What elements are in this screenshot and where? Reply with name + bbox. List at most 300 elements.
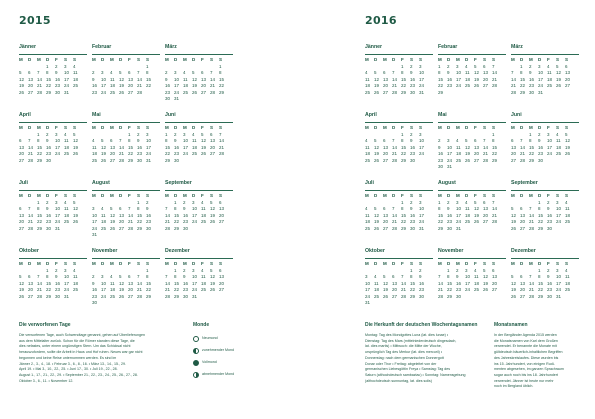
- day-cell: 4: [365, 70, 368, 75]
- day-cell: 31: [64, 89, 70, 95]
- day-cell: 11: [565, 274, 570, 279]
- day-cell: 19: [474, 76, 480, 82]
- year-heading-right: 2016: [365, 14, 397, 27]
- day-cell: 9: [410, 206, 413, 211]
- weekday-header: D: [174, 261, 178, 266]
- moon-legend-item: [193, 345, 263, 357]
- day-cell: 15: [401, 144, 407, 150]
- weekday-header: D: [520, 193, 524, 198]
- day-cell: [401, 300, 410, 307]
- weekday-header: S: [64, 261, 68, 266]
- day-cell: 18: [201, 280, 207, 286]
- day-cell: [565, 158, 574, 165]
- weekday-header: F: [201, 57, 204, 62]
- day-cell: 28: [511, 89, 517, 95]
- day-cell: 17: [92, 219, 98, 224]
- day-cell: 25: [201, 219, 207, 224]
- day-cell: 9: [165, 76, 168, 82]
- day-cell: 20: [119, 219, 125, 224]
- day-cell: 10: [556, 206, 562, 211]
- weekday-header: D: [174, 193, 178, 198]
- note-line: begonnen und keine Reise unternommen werden. Es sind im: [19, 355, 117, 360]
- day-cell: 18: [110, 83, 116, 88]
- day-cell: 9: [55, 70, 58, 75]
- day-cell: 2: [92, 274, 95, 279]
- weekday-header: D: [538, 193, 542, 198]
- day-cell: 4: [110, 70, 113, 75]
- day-grid: [365, 57, 433, 96]
- weekday-header: M: [110, 125, 114, 130]
- day-cell: 31: [174, 96, 180, 101]
- day-cell: 23: [547, 219, 553, 224]
- day-cell: 11: [183, 76, 188, 82]
- day-grid: [92, 57, 160, 96]
- note-lines: [19, 333, 179, 384]
- month-block: [511, 180, 579, 242]
- day-cell: 26: [374, 225, 380, 231]
- day-cell: [137, 300, 146, 307]
- day-cell: 18: [110, 287, 116, 292]
- day-cell: 6: [392, 274, 395, 279]
- weekday-header: M: [183, 57, 187, 62]
- day-cell: 29: [401, 157, 407, 163]
- day-grid: [511, 193, 579, 232]
- day-grid: [438, 193, 506, 232]
- day-cell: 27: [119, 225, 125, 231]
- day-cell: 23: [410, 83, 416, 88]
- day-cell: 13: [565, 70, 571, 75]
- day-cell: 13: [483, 206, 489, 211]
- day-cell: 20: [28, 83, 34, 88]
- day-cell: 26: [383, 293, 389, 299]
- day-cell: 28: [438, 293, 444, 299]
- day-cell: [101, 232, 110, 239]
- weekday-header: S: [137, 193, 141, 198]
- day-cell: 5: [474, 63, 477, 69]
- day-cell: 15: [165, 144, 171, 150]
- day-cell: 30: [146, 225, 152, 231]
- day-cell: 21: [37, 83, 43, 88]
- day-cell: 13: [483, 70, 489, 75]
- weekday-header: M: [383, 125, 387, 130]
- day-cell: 30: [547, 225, 553, 231]
- day-cell: [219, 96, 228, 103]
- day-cell: 20: [392, 287, 398, 292]
- day-cell: 13: [383, 76, 389, 82]
- day-cell: 12: [383, 280, 389, 286]
- day-cell: 30: [46, 157, 52, 163]
- day-cell: 20: [19, 219, 25, 224]
- day-cell: 24: [174, 89, 180, 95]
- moon-legend-title: Monde: [193, 322, 210, 328]
- note-title: Monatsnamen: [494, 322, 528, 328]
- day-cell: [492, 226, 501, 233]
- weekday-header: D: [374, 57, 378, 62]
- weekday-header: F: [128, 193, 131, 198]
- day-cell: 30: [419, 293, 425, 299]
- day-cell: 29: [174, 225, 180, 231]
- month-block: [165, 180, 233, 242]
- note-line: Donnerstag: nach dem germanischen Donnergott: [365, 355, 444, 360]
- day-cell: 20: [28, 287, 34, 292]
- day-cell: 13: [19, 144, 25, 150]
- day-cell: 1: [401, 63, 404, 69]
- day-cell: 19: [119, 287, 125, 292]
- day-cell: 10: [192, 206, 198, 211]
- day-cell: 5: [374, 138, 377, 143]
- weekday-header: M: [92, 193, 96, 198]
- day-cell: 13: [511, 144, 517, 150]
- day-cell: 19: [19, 83, 25, 88]
- day-cell: 25: [365, 225, 371, 231]
- day-cell: 15: [219, 76, 225, 82]
- weekday-header: D: [465, 125, 469, 130]
- day-cell: 15: [37, 212, 43, 218]
- day-cell: 21: [520, 151, 526, 156]
- day-cell: 21: [492, 212, 498, 218]
- day-cell: 7: [28, 138, 31, 143]
- weekday-header: S: [419, 125, 423, 130]
- day-cell: 27: [210, 151, 216, 156]
- day-cell: 7: [392, 206, 395, 211]
- day-cell: 12: [119, 76, 125, 82]
- day-cell: 24: [556, 287, 562, 292]
- weekday-header: M: [165, 57, 169, 62]
- day-cell: 13: [383, 144, 389, 150]
- day-cell: 12: [556, 70, 562, 75]
- day-cell: 21: [492, 76, 498, 82]
- weekday-header: S: [556, 193, 560, 198]
- day-cell: [73, 158, 82, 165]
- day-cell: 17: [456, 76, 462, 82]
- weekday-header: M: [110, 261, 114, 266]
- weekday-header: S: [565, 261, 569, 266]
- weekday-header: M: [438, 261, 442, 266]
- day-cell: 14: [37, 76, 43, 82]
- day-grid: [165, 57, 233, 103]
- weekday-header: S: [419, 57, 423, 62]
- weekday-header: D: [374, 261, 378, 266]
- day-cell: 27: [28, 293, 34, 299]
- weekday-header: S: [483, 261, 487, 266]
- month-block: [19, 112, 87, 174]
- day-cell: 19: [383, 287, 389, 292]
- day-cell: 24: [55, 151, 61, 156]
- weekday-header: F: [128, 261, 131, 266]
- day-cell: 21: [28, 151, 34, 156]
- note-line: April 19. • Mai 3., 10., 22., 25. • Juni 17., 30. • Juli 19., 22., 28.: [19, 367, 118, 372]
- weekday-header: S: [219, 193, 223, 198]
- day-cell: 28: [401, 293, 407, 299]
- day-cell: 10: [456, 206, 462, 211]
- day-cell: 12: [19, 76, 25, 82]
- day-cell: 24: [365, 293, 371, 299]
- day-cell: 1: [146, 63, 149, 69]
- month-name: Oktober: [19, 248, 87, 259]
- month-name: September: [511, 180, 579, 191]
- day-cell: 29: [438, 89, 444, 95]
- weekday-header: M: [165, 193, 169, 198]
- day-cell: [146, 90, 155, 97]
- day-cell: 25: [556, 151, 562, 156]
- day-cell: 20: [19, 151, 25, 156]
- day-cell: 1: [538, 267, 541, 273]
- day-cell: 29: [447, 293, 453, 299]
- day-cell: [483, 294, 492, 301]
- day-cell: 27: [492, 287, 498, 292]
- day-cell: 24: [101, 293, 107, 299]
- day-cell: 1: [492, 131, 495, 137]
- day-cell: 24: [456, 219, 462, 224]
- day-cell: 3: [419, 131, 422, 137]
- moon-label: zunehmender Mond: [202, 348, 234, 353]
- day-cell: 7: [28, 206, 31, 211]
- day-cell: 4: [547, 63, 550, 69]
- weekday-header: D: [119, 193, 123, 198]
- day-cell: 20: [210, 144, 216, 150]
- day-cell: 28: [37, 89, 43, 95]
- day-cell: 22: [401, 83, 407, 88]
- day-cell: 13: [119, 212, 125, 218]
- day-cell: 15: [146, 76, 152, 82]
- weekday-header: M: [183, 125, 187, 130]
- note-line: herauszufordern, sollte die Arbeit in Haus und Hof ruhen. Neues war gar nicht: [19, 350, 143, 355]
- weekday-header: S: [492, 193, 496, 198]
- day-cell: 25: [365, 157, 371, 163]
- day-cell: 31: [55, 225, 61, 231]
- weekday-header: D: [46, 125, 50, 130]
- day-cell: 19: [556, 76, 562, 82]
- day-cell: 5: [511, 274, 514, 279]
- day-cell: 9: [456, 274, 459, 279]
- day-cell: 22: [401, 151, 407, 156]
- day-cell: 2: [165, 70, 168, 75]
- day-cell: 1: [447, 267, 450, 273]
- day-cell: 25: [456, 157, 462, 163]
- month-block: [511, 44, 579, 106]
- day-cell: 30: [174, 157, 180, 163]
- day-cell: 2: [183, 267, 186, 273]
- day-cell: 22: [174, 287, 180, 292]
- day-cell: 27: [483, 219, 489, 224]
- day-cell: 31: [92, 232, 98, 237]
- day-cell: 26: [556, 83, 562, 88]
- day-cell: [474, 164, 483, 171]
- day-cell: 6: [483, 63, 486, 69]
- day-cell: 13: [128, 280, 134, 286]
- note-line: lat. dies martis) • Mittwoch: die Mitte der Woche,: [365, 344, 442, 349]
- day-cell: 15: [492, 144, 498, 150]
- day-cell: 27: [19, 225, 25, 231]
- day-cell: 15: [410, 280, 416, 286]
- day-cell: 16: [92, 83, 98, 88]
- day-cell: 18: [365, 151, 371, 156]
- day-cell: 14: [28, 144, 34, 150]
- day-cell: 18: [374, 287, 380, 292]
- day-cell: 16: [410, 76, 416, 82]
- day-cell: 10: [547, 138, 553, 143]
- weekday-header: D: [520, 261, 524, 266]
- day-cell: 9: [183, 206, 186, 211]
- day-cell: 25: [73, 83, 79, 88]
- day-cell: 28: [392, 89, 398, 95]
- day-cell: 19: [474, 212, 480, 218]
- day-cell: 6: [511, 138, 514, 143]
- weekday-header: M: [529, 125, 533, 130]
- day-cell: 23: [538, 151, 544, 156]
- day-cell: 26: [19, 293, 25, 299]
- day-cell: 9: [538, 138, 541, 143]
- day-cell: 14: [511, 76, 517, 82]
- day-cell: 6: [201, 70, 204, 75]
- day-cell: 16: [538, 144, 544, 150]
- day-cell: 17: [146, 144, 152, 150]
- weekday-header: D: [46, 57, 50, 62]
- day-cell: 4: [73, 63, 76, 69]
- weekday-header: D: [465, 261, 469, 266]
- day-cell: 15: [438, 212, 444, 218]
- day-cell: 19: [210, 280, 216, 286]
- day-cell: 6: [28, 70, 31, 75]
- day-cell: 14: [392, 76, 398, 82]
- day-cell: 10: [456, 70, 462, 75]
- day-cell: 15: [46, 76, 52, 82]
- day-cell: 28: [529, 293, 535, 299]
- day-cell: 17: [556, 280, 562, 286]
- day-cell: 17: [101, 287, 107, 292]
- day-cell: 28: [28, 225, 34, 231]
- weekday-header: S: [73, 193, 77, 198]
- day-cell: 30: [410, 89, 416, 95]
- weekday-header: S: [410, 125, 414, 130]
- day-cell: 28: [492, 83, 498, 88]
- day-cell: 19: [73, 212, 79, 218]
- day-cell: 25: [101, 225, 107, 231]
- day-cell: 31: [419, 89, 425, 95]
- day-cell: 7: [492, 63, 495, 69]
- day-grid: [92, 261, 160, 307]
- day-cell: 17: [419, 144, 425, 150]
- day-cell: 21: [392, 219, 398, 224]
- month-name: Jänner: [365, 44, 433, 55]
- day-cell: 29: [538, 225, 544, 231]
- weekday-header: D: [192, 193, 196, 198]
- day-cell: 31: [64, 293, 70, 299]
- day-cell: 23: [165, 89, 171, 95]
- day-cell: 7: [392, 70, 395, 75]
- day-cell: 13: [383, 212, 389, 218]
- day-cell: 7: [137, 70, 140, 75]
- day-cell: [556, 226, 565, 233]
- day-cell: 28: [483, 157, 489, 163]
- note-line: Donar oder Thor • Freitag: abgeleitet von der: [365, 361, 437, 366]
- day-cell: 1: [538, 199, 541, 205]
- day-cell: 28: [119, 157, 125, 163]
- day-grid: [438, 57, 506, 96]
- day-cell: 13: [201, 76, 207, 82]
- day-cell: 17: [101, 83, 107, 88]
- weekday-header: D: [119, 261, 123, 266]
- weekday-header: D: [465, 193, 469, 198]
- day-cell: 23: [92, 293, 98, 299]
- day-cell: 29: [219, 89, 225, 95]
- day-cell: 22: [37, 219, 43, 224]
- day-cell: 5: [210, 267, 213, 273]
- day-cell: 24: [146, 151, 152, 156]
- weekday-header: S: [492, 125, 496, 130]
- day-cell: 18: [183, 83, 189, 88]
- day-cell: 10: [174, 76, 180, 82]
- day-cell: 3: [365, 274, 368, 279]
- day-cell: 23: [456, 287, 462, 292]
- day-cell: 11: [201, 274, 206, 279]
- day-cell: [383, 300, 392, 307]
- day-cell: 20: [219, 280, 225, 286]
- day-cell: 10: [447, 144, 453, 150]
- day-cell: 11: [92, 144, 97, 150]
- day-cell: 29: [37, 225, 43, 231]
- day-cell: 13: [474, 144, 480, 150]
- day-cell: [465, 294, 474, 301]
- day-cell: 15: [438, 76, 444, 82]
- day-cell: 29: [401, 89, 407, 95]
- day-cell: 5: [483, 267, 486, 273]
- weekday-header: F: [401, 57, 404, 62]
- weekday-header: D: [447, 125, 451, 130]
- month-name: Februar: [438, 44, 506, 55]
- day-cell: 29: [529, 157, 535, 163]
- weekday-header: D: [392, 193, 396, 198]
- day-cell: 11: [547, 70, 552, 75]
- day-cell: 20: [128, 287, 134, 292]
- day-cell: 30: [447, 225, 453, 231]
- day-cell: 12: [19, 280, 25, 286]
- day-cell: [192, 226, 201, 233]
- day-cell: 5: [73, 199, 76, 205]
- day-cell: 25: [192, 151, 198, 156]
- day-cell: 24: [64, 287, 70, 292]
- day-grid: [19, 261, 87, 300]
- day-cell: 20: [219, 212, 225, 218]
- day-cell: 8: [165, 138, 168, 143]
- day-cell: 22: [137, 219, 143, 224]
- weekday-header: M: [438, 193, 442, 198]
- day-cell: 15: [401, 212, 407, 218]
- day-cell: 30: [456, 293, 462, 299]
- month-name: Dezember: [165, 248, 233, 259]
- day-cell: 27: [219, 219, 225, 224]
- day-cell: 23: [55, 287, 61, 292]
- day-cell: 9: [174, 138, 177, 143]
- day-cell: 21: [28, 219, 34, 224]
- day-cell: 23: [137, 151, 143, 156]
- wochentagsnamen-note: [365, 322, 489, 384]
- day-cell: 25: [64, 219, 70, 224]
- day-cell: 1: [174, 267, 177, 273]
- day-cell: 12: [511, 212, 517, 218]
- weekday-header: D: [538, 57, 542, 62]
- day-cell: 27: [128, 293, 134, 299]
- day-cell: 22: [146, 287, 152, 292]
- day-cell: 26: [465, 157, 471, 163]
- moon-list: [193, 333, 263, 381]
- weekday-header: D: [447, 193, 451, 198]
- weekday-header: F: [547, 125, 550, 130]
- moon-legend: [193, 322, 263, 381]
- day-cell: 2: [529, 63, 532, 69]
- day-cell: 10: [55, 206, 61, 211]
- day-cell: [210, 226, 219, 233]
